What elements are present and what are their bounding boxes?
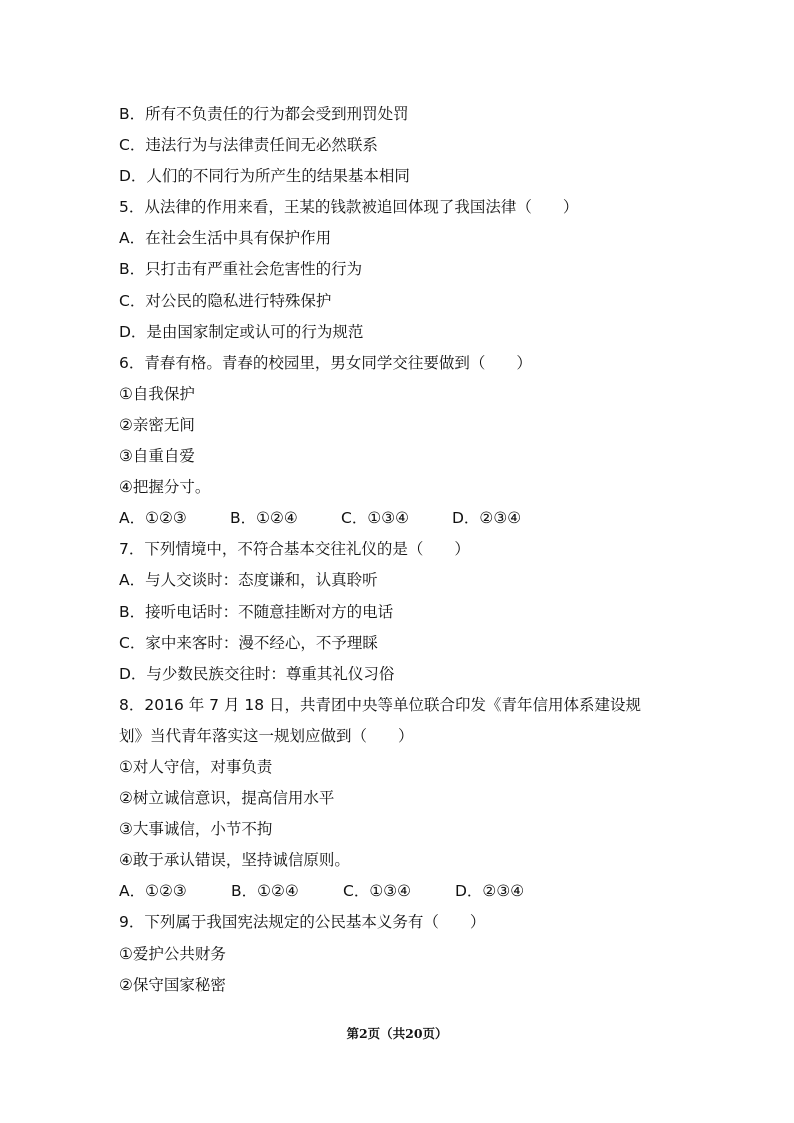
q8-option-b: B．①②④	[231, 882, 299, 901]
text-line: D．人们的不同行为所产生的结果基本相同	[119, 167, 410, 186]
question-8-stem-line2: 划》当代青年落实这一规划应做到（ ）	[119, 726, 414, 745]
q8-option-a: A．①②③	[119, 882, 187, 901]
q5-option-d: D．是由国家制定或认可的行为规范	[119, 322, 364, 341]
question-8-stem-line1: 8．2016 年 7 月 18 日，共青团中央等单位联合印发《青年信用体系建设规	[119, 695, 642, 714]
text-line: B．所有不负责任的行为都会受到刑罚处罚	[119, 105, 409, 123]
q6-option-c: C．①③④	[341, 509, 410, 528]
q5-option-a: A．在社会生活中具有保护作用	[119, 229, 332, 248]
q6-option-d: D．②③④	[452, 509, 522, 528]
q7-option-c: C．家中来客时：漫不经心，不予理睬	[119, 633, 378, 652]
question-content	[119, 99, 709, 1001]
q5-option-b: B．只打击有严重社会危害性的行为	[119, 260, 363, 279]
q8-statement-1: ①对人守信，对事负责	[119, 757, 273, 776]
q7-option-a: A．与人交谈时：态度谦和，认真聆听	[119, 571, 378, 590]
q6-statement-2: ②亲密无间	[119, 415, 195, 434]
q6-option-b: B．①②④	[230, 509, 298, 528]
q6-statement-4: ④把握分寸。	[119, 478, 211, 497]
question-5-stem: 5．从法律的作用来看，王某的钱款被追回体现了我国法律（ ）	[119, 198, 579, 217]
q8-statement-2: ②树立诚信意识，提高信用水平	[119, 789, 335, 808]
q8-option-d: D．②③④	[455, 882, 525, 901]
text-line: C．违法行为与法律责任间无必然联系	[119, 136, 378, 155]
q6-option-a: A．①②③	[119, 509, 187, 528]
question-6-stem: 6．青春有格。青春的校园里，男女同学交往要做到（ ）	[119, 353, 532, 372]
q6-statement-3: ③自重自爱	[119, 447, 195, 466]
page-number-footer: 第2页（共20页）	[346, 1026, 448, 1041]
q8-statement-3: ③大事诚信，小节不拘	[119, 820, 273, 839]
question-9-stem: 9．下列属于我国宪法规定的公民基本义务有（ ）	[119, 913, 486, 932]
q6-options-row	[119, 503, 709, 534]
q6-statement-1: ①自我保护	[119, 384, 195, 403]
q5-option-c: C．对公民的隐私进行特殊保护	[119, 291, 332, 310]
q8-statement-4: ④敢于承认错误，坚持诚信原则。	[119, 851, 350, 870]
q7-option-d: D．与少数民族交往时：尊重其礼仪习俗	[119, 664, 395, 683]
q9-statement-1: ①爱护公共财务	[119, 944, 226, 963]
q7-option-b: B．接听电话时：不随意挂断对方的电话	[119, 602, 394, 621]
question-7-stem: 7．下列情境中，不符合基本交往礼仪的是（ ）	[119, 540, 470, 559]
q9-statement-2: ②保守国家秘密	[119, 975, 226, 994]
q8-options-row	[119, 876, 709, 907]
q8-option-c: C．①③④	[343, 882, 412, 901]
